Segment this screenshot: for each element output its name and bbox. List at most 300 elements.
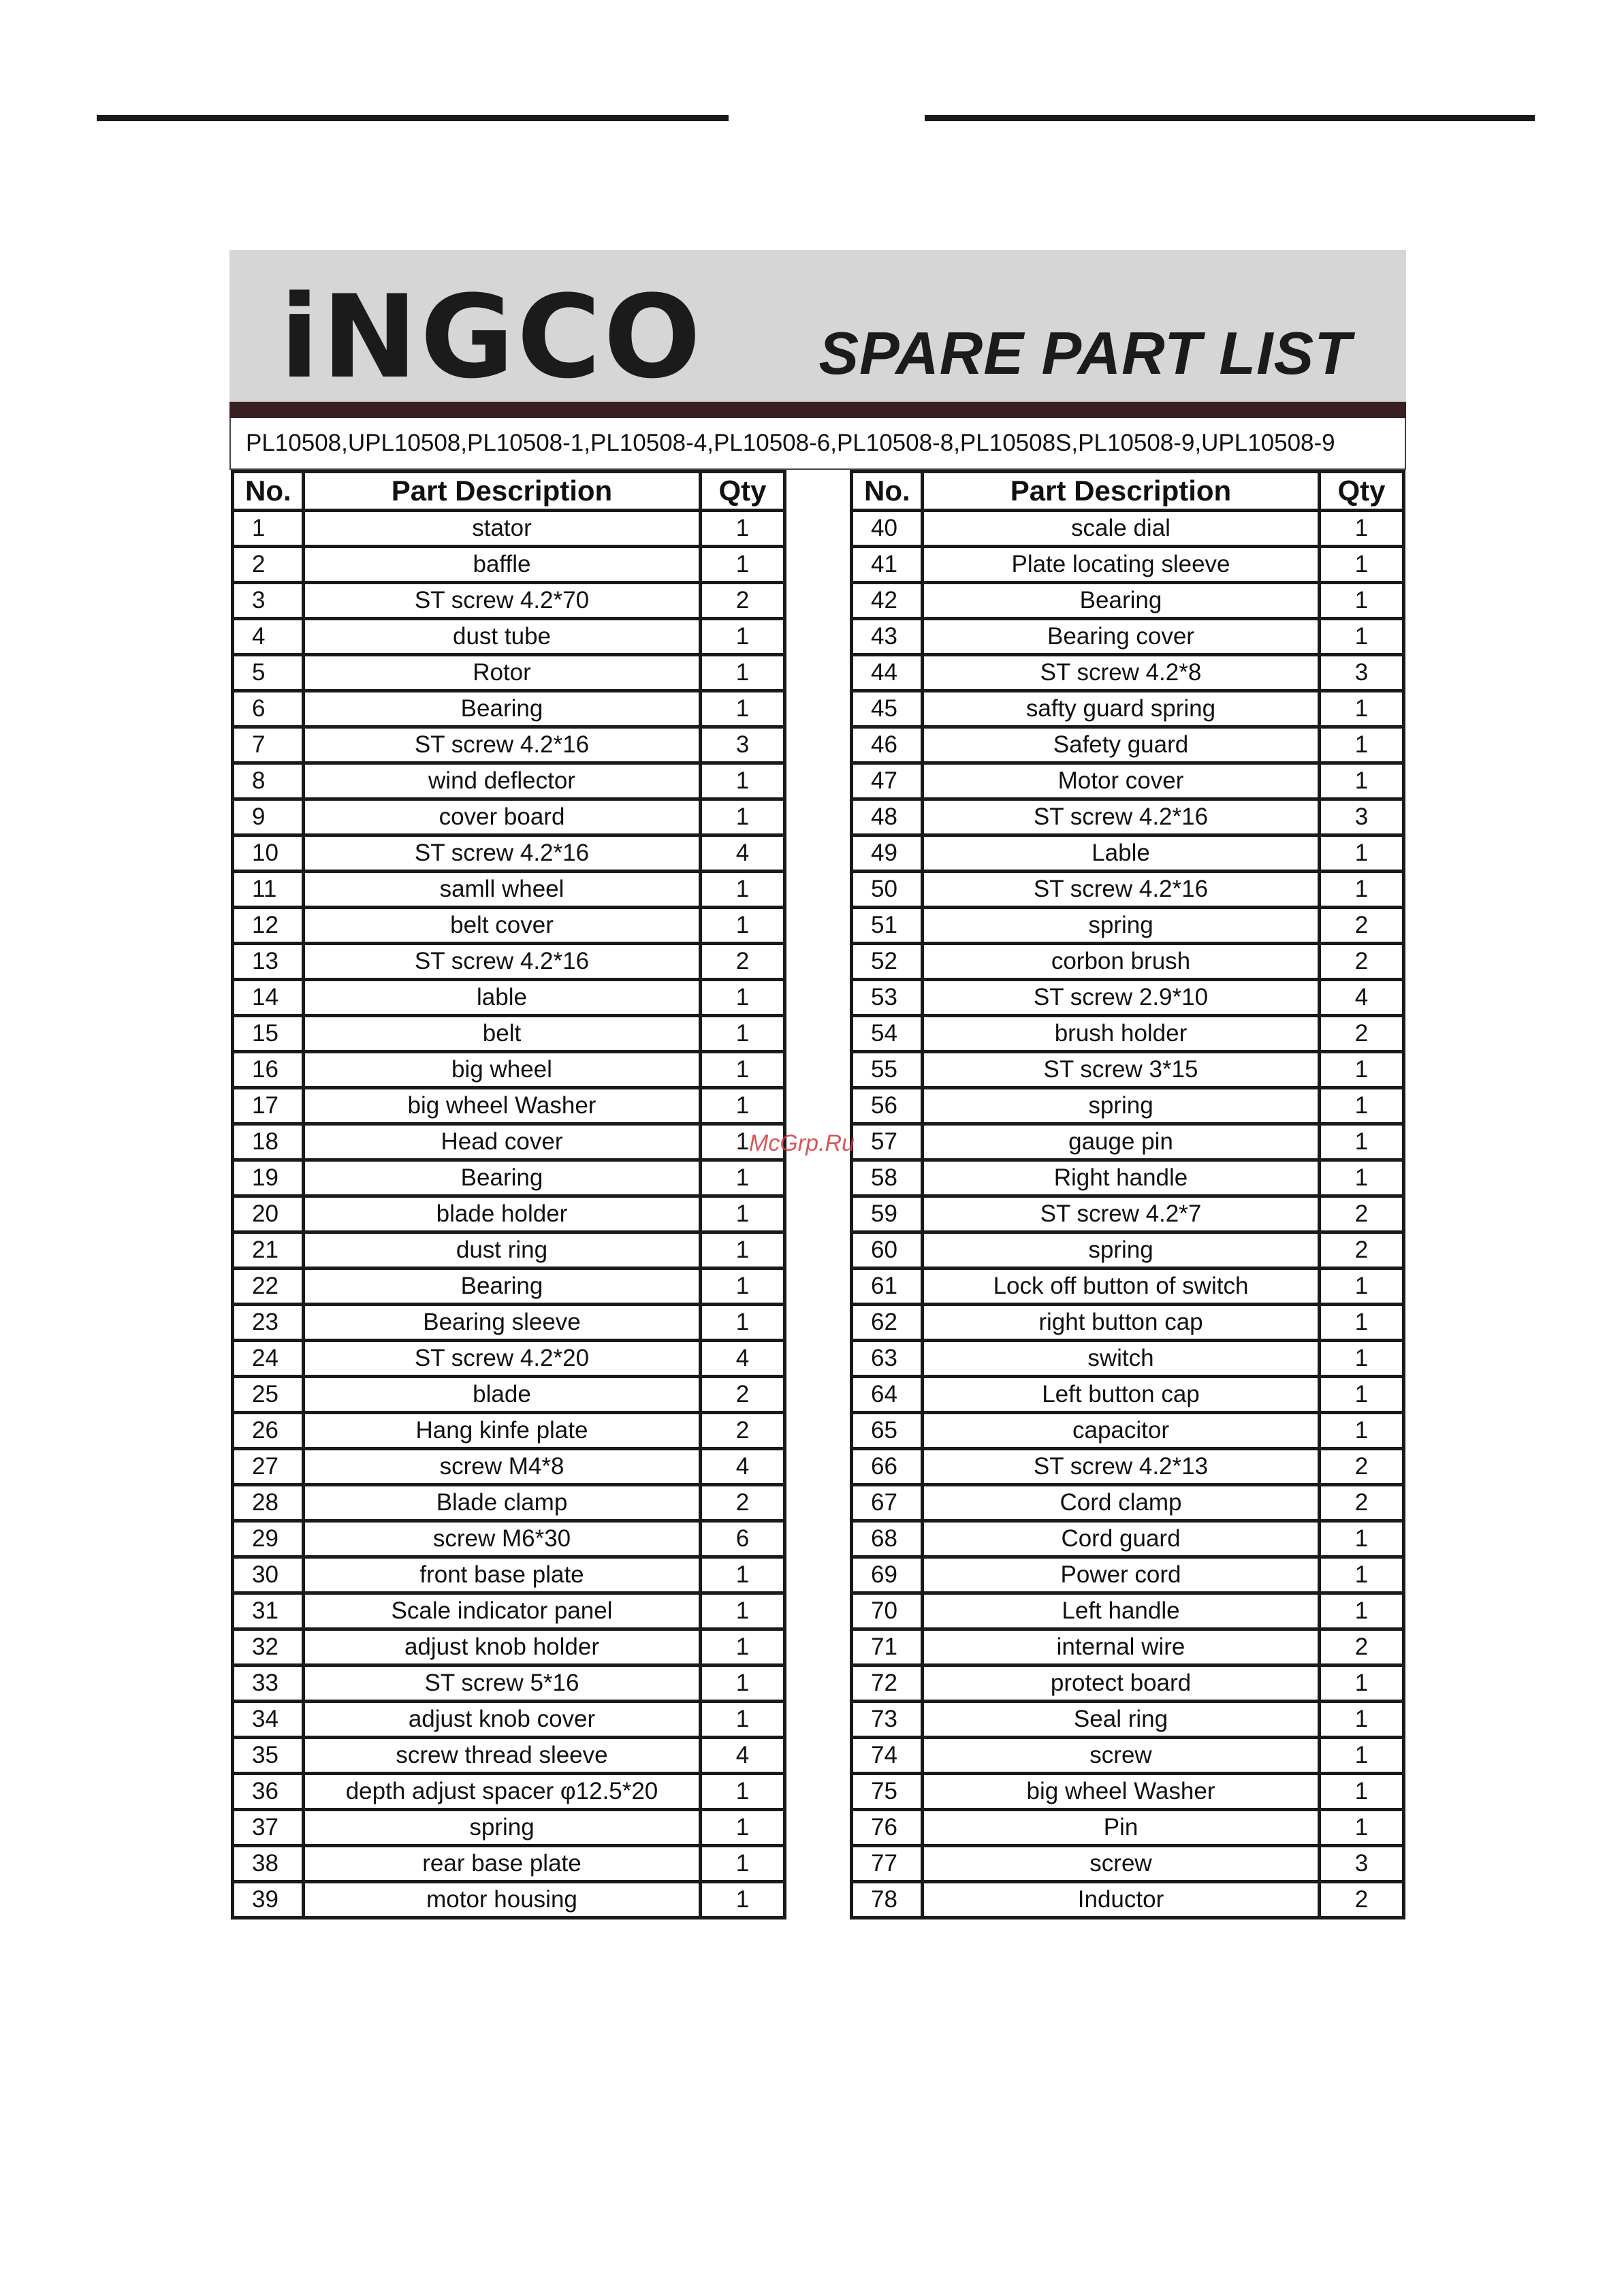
watermark: McGrp.Ru xyxy=(749,1130,855,1156)
part-description: big wheel xyxy=(304,1052,701,1088)
table-row xyxy=(233,727,785,763)
part-number: 42 xyxy=(852,583,923,619)
part-number: 33 xyxy=(233,1666,304,1702)
part-number: 54 xyxy=(852,1016,923,1052)
part-description: Hang kinfe plate xyxy=(304,1413,701,1449)
part-number: 62 xyxy=(852,1305,923,1341)
part-description: spring xyxy=(923,908,1320,944)
part-number: 27 xyxy=(233,1449,304,1485)
part-qty: 1 xyxy=(1320,547,1404,583)
part-number: 77 xyxy=(852,1846,923,1882)
table-row xyxy=(233,1160,785,1196)
part-number: 63 xyxy=(852,1341,923,1377)
part-description: Bearing xyxy=(304,1160,701,1196)
table-row xyxy=(233,1810,785,1846)
table-row xyxy=(852,511,1404,547)
part-number: 48 xyxy=(852,799,923,835)
part-number: 4 xyxy=(233,619,304,655)
part-description: corbon brush xyxy=(923,944,1320,980)
part-qty: 1 xyxy=(1320,1269,1404,1305)
part-number: 34 xyxy=(233,1702,304,1738)
part-qty: 1 xyxy=(1320,1052,1404,1088)
table-row xyxy=(233,1449,785,1485)
part-description: Head cover xyxy=(304,1124,701,1160)
part-description: ST screw 4.2*13 xyxy=(923,1449,1320,1485)
part-description: Bearing sleeve xyxy=(304,1305,701,1341)
table-row xyxy=(233,1377,785,1413)
part-description: Left button cap xyxy=(923,1377,1320,1413)
part-qty: 1 xyxy=(1320,1521,1404,1557)
part-number: 73 xyxy=(852,1702,923,1738)
table-row xyxy=(233,655,785,691)
part-description: ST screw 4.2*16 xyxy=(923,799,1320,835)
part-qty: 2 xyxy=(701,1377,785,1413)
part-description: ST screw 4.2*16 xyxy=(304,944,701,980)
table-row xyxy=(852,1449,1404,1485)
part-number: 60 xyxy=(852,1232,923,1269)
part-description: Plate locating sleeve xyxy=(923,547,1320,583)
table-row xyxy=(233,1196,785,1232)
table-row xyxy=(233,547,785,583)
part-number: 35 xyxy=(233,1738,304,1774)
part-description: lable xyxy=(304,980,701,1016)
table-row xyxy=(233,1882,785,1918)
part-number: 31 xyxy=(233,1593,304,1629)
part-qty: 1 xyxy=(1320,583,1404,619)
part-number: 20 xyxy=(233,1196,304,1232)
table-row xyxy=(233,908,785,944)
part-qty: 1 xyxy=(1320,763,1404,799)
part-description: Scale indicator panel xyxy=(304,1593,701,1629)
part-number: 39 xyxy=(233,1882,304,1918)
table-row xyxy=(233,583,785,619)
table-row xyxy=(233,1702,785,1738)
part-qty: 3 xyxy=(1320,1846,1404,1882)
part-number: 9 xyxy=(233,799,304,835)
part-number: 45 xyxy=(852,691,923,727)
table-row xyxy=(233,1016,785,1052)
table-row xyxy=(233,619,785,655)
table-row xyxy=(233,1666,785,1702)
part-qty: 2 xyxy=(1320,944,1404,980)
part-description: ST screw 4.2*20 xyxy=(304,1341,701,1377)
part-description: screw M4*8 xyxy=(304,1449,701,1485)
table-row xyxy=(233,835,785,872)
part-qty: 1 xyxy=(1320,1413,1404,1449)
part-description: Pin xyxy=(923,1810,1320,1846)
part-description: wind deflector xyxy=(304,763,701,799)
part-number: 6 xyxy=(233,691,304,727)
table-row xyxy=(852,908,1404,944)
part-qty: 1 xyxy=(701,1629,785,1666)
part-description: Left handle xyxy=(923,1593,1320,1629)
part-number: 49 xyxy=(852,835,923,872)
part-number: 52 xyxy=(852,944,923,980)
part-number: 8 xyxy=(233,763,304,799)
part-description: safty guard spring xyxy=(923,691,1320,727)
part-description: screw M6*30 xyxy=(304,1521,701,1557)
part-qty: 1 xyxy=(701,1810,785,1846)
part-qty: 1 xyxy=(701,1882,785,1918)
part-qty: 1 xyxy=(1320,1593,1404,1629)
part-description: belt cover xyxy=(304,908,701,944)
part-qty: 2 xyxy=(1320,1016,1404,1052)
part-qty: 2 xyxy=(1320,1485,1404,1521)
part-qty: 1 xyxy=(1320,835,1404,872)
header-description: Part Description xyxy=(923,472,1320,511)
part-description: Cord clamp xyxy=(923,1485,1320,1521)
part-number: 68 xyxy=(852,1521,923,1557)
part-description: blade xyxy=(304,1377,701,1413)
part-description: ST screw 4.2*70 xyxy=(304,583,701,619)
part-qty: 3 xyxy=(1320,655,1404,691)
part-qty: 1 xyxy=(701,691,785,727)
part-number: 78 xyxy=(852,1882,923,1918)
table-row xyxy=(233,1738,785,1774)
table-row xyxy=(852,1196,1404,1232)
part-qty: 2 xyxy=(1320,1196,1404,1232)
part-number: 50 xyxy=(852,872,923,908)
parts-table-left xyxy=(231,470,786,1919)
table-row xyxy=(852,1341,1404,1377)
part-qty: 1 xyxy=(1320,1088,1404,1124)
part-description: Blade clamp xyxy=(304,1485,701,1521)
part-description: Bearing xyxy=(304,1269,701,1305)
header-description: Part Description xyxy=(304,472,701,511)
part-number: 59 xyxy=(852,1196,923,1232)
part-number: 46 xyxy=(852,727,923,763)
part-number: 55 xyxy=(852,1052,923,1088)
part-qty: 1 xyxy=(701,1160,785,1196)
table-row xyxy=(852,835,1404,872)
part-qty: 2 xyxy=(701,1485,785,1521)
part-description: spring xyxy=(304,1810,701,1846)
table-row xyxy=(852,799,1404,835)
part-qty: 1 xyxy=(1320,1702,1404,1738)
part-qty: 1 xyxy=(701,763,785,799)
table-row xyxy=(233,1269,785,1305)
part-qty: 4 xyxy=(701,1449,785,1485)
part-description: screw xyxy=(923,1738,1320,1774)
part-description: ST screw 4.2*16 xyxy=(923,872,1320,908)
table-row xyxy=(233,511,785,547)
part-number: 1 xyxy=(233,511,304,547)
table-row xyxy=(852,1088,1404,1124)
part-description: ST screw 3*15 xyxy=(923,1052,1320,1088)
part-number: 41 xyxy=(852,547,923,583)
table-row xyxy=(852,1738,1404,1774)
header-no: No. xyxy=(233,472,304,511)
part-description: Seal ring xyxy=(923,1702,1320,1738)
part-qty: 3 xyxy=(701,727,785,763)
part-number: 15 xyxy=(233,1016,304,1052)
part-number: 57 xyxy=(852,1124,923,1160)
table-row xyxy=(852,691,1404,727)
part-description: scale dial xyxy=(923,511,1320,547)
part-description: blade holder xyxy=(304,1196,701,1232)
banner xyxy=(229,250,1406,418)
brand-logo: iNGCO xyxy=(280,270,704,404)
part-qty: 1 xyxy=(701,908,785,944)
part-description: stator xyxy=(304,511,701,547)
part-number: 47 xyxy=(852,763,923,799)
table-row xyxy=(233,1088,785,1124)
part-qty: 1 xyxy=(701,1774,785,1810)
part-number: 71 xyxy=(852,1629,923,1666)
part-description: Motor cover xyxy=(923,763,1320,799)
part-qty: 2 xyxy=(1320,1449,1404,1485)
part-number: 26 xyxy=(233,1413,304,1449)
part-description: spring xyxy=(923,1088,1320,1124)
part-qty: 1 xyxy=(1320,1305,1404,1341)
part-description: baffle xyxy=(304,547,701,583)
part-number: 43 xyxy=(852,619,923,655)
part-description: rear base plate xyxy=(304,1846,701,1882)
part-number: 65 xyxy=(852,1413,923,1449)
part-qty: 1 xyxy=(701,1088,785,1124)
part-qty: 1 xyxy=(1320,1124,1404,1160)
part-description: internal wire xyxy=(923,1629,1320,1666)
part-qty: 1 xyxy=(1320,727,1404,763)
table-row xyxy=(233,1521,785,1557)
part-number: 72 xyxy=(852,1666,923,1702)
part-qty: 1 xyxy=(701,1557,785,1593)
part-number: 36 xyxy=(233,1774,304,1810)
table-row xyxy=(852,1052,1404,1088)
header-qty: Qty xyxy=(701,472,785,511)
part-number: 10 xyxy=(233,835,304,872)
part-qty: 1 xyxy=(1320,1666,1404,1702)
part-description: Lock off button of switch xyxy=(923,1269,1320,1305)
part-description: adjust knob holder xyxy=(304,1629,701,1666)
table-row xyxy=(233,763,785,799)
table-row xyxy=(233,1124,785,1160)
part-description: capacitor xyxy=(923,1413,1320,1449)
part-number: 53 xyxy=(852,980,923,1016)
table-row xyxy=(852,1846,1404,1882)
part-number: 56 xyxy=(852,1088,923,1124)
part-description: switch xyxy=(923,1341,1320,1377)
table-row xyxy=(233,1485,785,1521)
part-qty: 1 xyxy=(701,980,785,1016)
part-description: Bearing cover xyxy=(923,619,1320,655)
table-row xyxy=(233,1557,785,1593)
part-number: 16 xyxy=(233,1052,304,1088)
part-qty: 1 xyxy=(1320,1810,1404,1846)
table-row xyxy=(852,1232,1404,1269)
part-qty: 3 xyxy=(1320,799,1404,835)
model-list: PL10508,UPL10508,PL10508-1,PL10508-4,PL10508-6,PL10508-8,PL10508S,PL10508-9,UPL10508-9 xyxy=(229,418,1406,470)
part-qty: 1 xyxy=(701,1269,785,1305)
part-number: 40 xyxy=(852,511,923,547)
table-row xyxy=(233,799,785,835)
part-number: 37 xyxy=(233,1810,304,1846)
part-description: Bearing xyxy=(923,583,1320,619)
part-qty: 1 xyxy=(1320,511,1404,547)
part-qty: 1 xyxy=(1320,619,1404,655)
part-qty: 1 xyxy=(1320,1341,1404,1377)
table-row xyxy=(852,1485,1404,1521)
part-qty: 1 xyxy=(701,1196,785,1232)
part-description: adjust knob cover xyxy=(304,1702,701,1738)
part-number: 17 xyxy=(233,1088,304,1124)
top-rule-right xyxy=(925,115,1535,121)
part-number: 3 xyxy=(233,583,304,619)
part-qty: 4 xyxy=(1320,980,1404,1016)
table-row xyxy=(852,872,1404,908)
table-header-row xyxy=(233,472,785,511)
part-description: brush holder xyxy=(923,1016,1320,1052)
part-qty: 1 xyxy=(701,1052,785,1088)
part-description: belt xyxy=(304,1016,701,1052)
table-row xyxy=(233,1232,785,1269)
part-description: Power cord xyxy=(923,1557,1320,1593)
table-row xyxy=(233,944,785,980)
part-description: ST screw 4.2*7 xyxy=(923,1196,1320,1232)
part-qty: 4 xyxy=(701,1738,785,1774)
part-qty: 1 xyxy=(1320,691,1404,727)
part-qty: 1 xyxy=(1320,1377,1404,1413)
table-row xyxy=(852,1629,1404,1666)
table-row xyxy=(852,1593,1404,1629)
page-title: SPARE PART LIST xyxy=(818,319,1352,387)
part-number: 24 xyxy=(233,1341,304,1377)
part-number: 75 xyxy=(852,1774,923,1810)
part-qty: 2 xyxy=(1320,1232,1404,1269)
part-qty: 1 xyxy=(701,1124,785,1160)
part-qty: 1 xyxy=(701,1846,785,1882)
table-row xyxy=(233,1593,785,1629)
part-description: motor housing xyxy=(304,1882,701,1918)
tables-area xyxy=(229,470,1406,2063)
table-row xyxy=(852,1774,1404,1810)
part-description: samll wheel xyxy=(304,872,701,908)
table-row xyxy=(852,944,1404,980)
part-description: ST screw 4.2*16 xyxy=(304,835,701,872)
part-number: 67 xyxy=(852,1485,923,1521)
part-description: Rotor xyxy=(304,655,701,691)
part-description: Right handle xyxy=(923,1160,1320,1196)
part-description: depth adjust spacer φ12.5*20 xyxy=(304,1774,701,1810)
part-number: 29 xyxy=(233,1521,304,1557)
part-description: big wheel Washer xyxy=(923,1774,1320,1810)
parts-table-right-body xyxy=(852,511,1404,1918)
part-description: screw thread sleeve xyxy=(304,1738,701,1774)
part-description: protect board xyxy=(923,1666,1320,1702)
table-row xyxy=(852,1016,1404,1052)
table-row xyxy=(852,1882,1404,1918)
part-number: 44 xyxy=(852,655,923,691)
part-number: 2 xyxy=(233,547,304,583)
part-number: 64 xyxy=(852,1377,923,1413)
part-number: 14 xyxy=(233,980,304,1016)
part-number: 32 xyxy=(233,1629,304,1666)
part-qty: 1 xyxy=(1320,1160,1404,1196)
part-qty: 1 xyxy=(1320,872,1404,908)
part-qty: 4 xyxy=(701,1341,785,1377)
part-number: 30 xyxy=(233,1557,304,1593)
part-number: 7 xyxy=(233,727,304,763)
table-row xyxy=(852,655,1404,691)
part-qty: 1 xyxy=(701,511,785,547)
part-number: 38 xyxy=(233,1846,304,1882)
table-row xyxy=(852,1305,1404,1341)
part-qty: 2 xyxy=(1320,1629,1404,1666)
table-row xyxy=(852,1413,1404,1449)
part-description: ST screw 5*16 xyxy=(304,1666,701,1702)
header-no: No. xyxy=(852,472,923,511)
part-number: 58 xyxy=(852,1160,923,1196)
part-number: 25 xyxy=(233,1377,304,1413)
part-description: dust ring xyxy=(304,1232,701,1269)
table-row xyxy=(233,1846,785,1882)
table-row xyxy=(233,691,785,727)
table-row xyxy=(233,1052,785,1088)
top-rule-left xyxy=(97,115,729,121)
part-number: 5 xyxy=(233,655,304,691)
part-number: 18 xyxy=(233,1124,304,1160)
part-qty: 1 xyxy=(701,1016,785,1052)
part-qty: 1 xyxy=(701,1232,785,1269)
part-description: big wheel Washer xyxy=(304,1088,701,1124)
part-qty: 1 xyxy=(701,619,785,655)
table-row xyxy=(852,1269,1404,1305)
part-number: 19 xyxy=(233,1160,304,1196)
part-description: Cord guard xyxy=(923,1521,1320,1557)
table-header-row xyxy=(852,472,1404,511)
table-row xyxy=(233,872,785,908)
table-row xyxy=(852,1557,1404,1593)
part-description: dust tube xyxy=(304,619,701,655)
part-number: 70 xyxy=(852,1593,923,1629)
part-number: 69 xyxy=(852,1557,923,1593)
part-description: screw xyxy=(923,1846,1320,1882)
part-number: 76 xyxy=(852,1810,923,1846)
table-row xyxy=(233,1341,785,1377)
table-row xyxy=(852,727,1404,763)
part-description: front base plate xyxy=(304,1557,701,1593)
part-number: 12 xyxy=(233,908,304,944)
part-description: ST screw 4.2*16 xyxy=(304,727,701,763)
table-row xyxy=(233,1413,785,1449)
part-qty: 1 xyxy=(701,1702,785,1738)
part-number: 51 xyxy=(852,908,923,944)
part-qty: 4 xyxy=(701,835,785,872)
table-row xyxy=(852,1666,1404,1702)
table-row xyxy=(233,980,785,1016)
table-row xyxy=(852,763,1404,799)
part-qty: 1 xyxy=(701,872,785,908)
table-row xyxy=(852,1377,1404,1413)
table-row xyxy=(852,1702,1404,1738)
table-row xyxy=(852,547,1404,583)
part-qty: 1 xyxy=(1320,1557,1404,1593)
parts-table-left-body xyxy=(233,511,785,1918)
part-description: right button cap xyxy=(923,1305,1320,1341)
part-qty: 1 xyxy=(701,1666,785,1702)
table-row xyxy=(852,619,1404,655)
part-qty: 2 xyxy=(1320,1882,1404,1918)
part-qty: 1 xyxy=(1320,1774,1404,1810)
part-number: 66 xyxy=(852,1449,923,1485)
part-description: ST screw 4.2*8 xyxy=(923,655,1320,691)
table-row xyxy=(852,1124,1404,1160)
part-number: 61 xyxy=(852,1269,923,1305)
header-qty: Qty xyxy=(1320,472,1404,511)
part-qty: 2 xyxy=(701,583,785,619)
table-row xyxy=(852,1810,1404,1846)
part-description: Bearing xyxy=(304,691,701,727)
